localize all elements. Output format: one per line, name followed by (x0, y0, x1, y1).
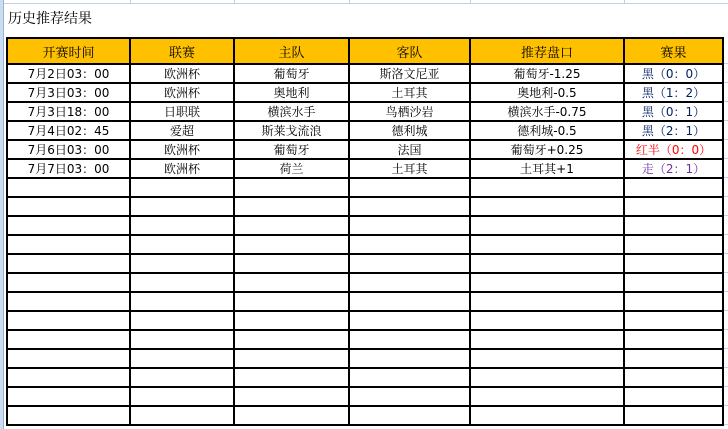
empty-cell[interactable] (624, 273, 723, 292)
cell-result[interactable]: 黑（1：2） (624, 83, 723, 102)
header-cell-league[interactable]: 联赛 (130, 38, 234, 64)
cell-time[interactable]: 7月3日18：00 (7, 102, 130, 121)
empty-cell[interactable] (130, 406, 234, 425)
cell-league[interactable]: 欧洲杯 (130, 83, 234, 102)
empty-cell[interactable] (130, 330, 234, 349)
empty-cell[interactable] (130, 387, 234, 406)
empty-cell[interactable] (130, 292, 234, 311)
table-row (7, 140, 723, 159)
empty-cell[interactable] (7, 406, 130, 425)
empty-cell[interactable] (349, 387, 470, 406)
empty-cell[interactable] (624, 178, 723, 197)
cell-time[interactable]: 7月7日03：00 (7, 159, 130, 178)
empty-cell[interactable] (624, 235, 723, 254)
empty-cell[interactable] (234, 292, 349, 311)
empty-table-row (7, 330, 723, 349)
sheet-top-gridline (4, 0, 728, 4)
empty-cell[interactable] (130, 254, 234, 273)
empty-cell[interactable] (470, 178, 624, 197)
empty-cell[interactable] (7, 197, 130, 216)
empty-cell[interactable] (349, 330, 470, 349)
empty-cell[interactable] (470, 311, 624, 330)
empty-cell[interactable] (130, 235, 234, 254)
header-cell-handicap[interactable]: 推荐盘口 (470, 38, 624, 64)
table-row (7, 64, 723, 83)
gridline-tick (349, 0, 350, 3)
empty-cell[interactable] (234, 368, 349, 387)
cell-time[interactable]: 7月4日02：45 (7, 121, 130, 140)
empty-cell[interactable] (349, 311, 470, 330)
cell-home-team[interactable]: 葡萄牙 (234, 64, 349, 83)
empty-cell[interactable] (130, 178, 234, 197)
cell-time[interactable]: 7月2日03：00 (7, 64, 130, 83)
empty-table-row (7, 178, 723, 197)
empty-cell[interactable] (234, 311, 349, 330)
empty-cell[interactable] (349, 178, 470, 197)
empty-cell[interactable] (234, 216, 349, 235)
empty-cell[interactable] (624, 406, 723, 425)
empty-cell[interactable] (234, 387, 349, 406)
results-table (6, 37, 724, 426)
empty-cell[interactable] (7, 311, 130, 330)
empty-cell[interactable] (234, 254, 349, 273)
header-cell-result[interactable]: 赛果 (624, 38, 723, 64)
cell-league[interactable]: 日职联 (130, 102, 234, 121)
empty-cell[interactable] (7, 349, 130, 368)
cell-handicap[interactable]: 葡萄牙+0.25 (470, 140, 624, 159)
empty-cell[interactable] (7, 235, 130, 254)
empty-cell[interactable] (349, 292, 470, 311)
empty-cell[interactable] (349, 368, 470, 387)
cell-league[interactable]: 欧洲杯 (130, 64, 234, 83)
empty-cell[interactable] (624, 254, 723, 273)
empty-table-row (7, 292, 723, 311)
empty-cell[interactable] (624, 311, 723, 330)
empty-cell[interactable] (470, 368, 624, 387)
cell-home-team[interactable]: 斯莱戈流浪 (234, 121, 349, 140)
gridline-tick (130, 0, 131, 3)
empty-table-row (7, 349, 723, 368)
empty-cell[interactable] (234, 235, 349, 254)
empty-cell[interactable] (234, 406, 349, 425)
empty-cell[interactable] (624, 216, 723, 235)
empty-cell[interactable] (234, 197, 349, 216)
sheet-left-gridline-strip (0, 0, 4, 429)
empty-cell[interactable] (130, 368, 234, 387)
cell-away-team[interactable]: 土耳其 (349, 83, 470, 102)
empty-table-row (7, 197, 723, 216)
cell-handicap[interactable]: 奥地利-0.5 (470, 83, 624, 102)
cell-league[interactable]: 欧洲杯 (130, 140, 234, 159)
empty-cell[interactable] (234, 330, 349, 349)
empty-cell[interactable] (7, 273, 130, 292)
empty-cell[interactable] (7, 292, 130, 311)
empty-cell[interactable] (624, 368, 723, 387)
gridline-tick (624, 0, 625, 3)
cell-result[interactable]: 走（2：1） (624, 159, 723, 178)
empty-cell[interactable] (624, 330, 723, 349)
empty-cell[interactable] (130, 273, 234, 292)
cell-away-team[interactable]: 鸟栖沙岩 (349, 102, 470, 121)
empty-cell[interactable] (470, 254, 624, 273)
cell-result[interactable]: 红半（0：0） (624, 140, 723, 159)
header-cell-away[interactable]: 客队 (349, 38, 470, 64)
empty-cell[interactable] (470, 387, 624, 406)
empty-cell[interactable] (130, 197, 234, 216)
cell-home-team[interactable]: 奥地利 (234, 83, 349, 102)
empty-cell[interactable] (7, 330, 130, 349)
empty-table-row (7, 235, 723, 254)
empty-cell[interactable] (470, 235, 624, 254)
empty-cell[interactable] (130, 311, 234, 330)
empty-cell[interactable] (470, 406, 624, 425)
cell-away-team[interactable]: 法国 (349, 140, 470, 159)
empty-cell[interactable] (130, 216, 234, 235)
empty-table-row (7, 387, 723, 406)
empty-cell[interactable] (234, 273, 349, 292)
header-cell-time[interactable]: 开赛时间 (7, 38, 130, 64)
gridline-tick (234, 0, 235, 3)
empty-cell[interactable] (7, 254, 130, 273)
empty-table-row (7, 406, 723, 425)
empty-cell[interactable] (349, 216, 470, 235)
empty-cell[interactable] (7, 368, 130, 387)
cell-home-team[interactable]: 葡萄牙 (234, 140, 349, 159)
cell-away-team[interactable]: 土耳其 (349, 159, 470, 178)
cell-home-team[interactable]: 横滨水手 (234, 102, 349, 121)
empty-cell[interactable] (470, 349, 624, 368)
empty-cell[interactable] (624, 349, 723, 368)
empty-cell[interactable] (130, 349, 234, 368)
cell-league[interactable]: 欧洲杯 (130, 159, 234, 178)
cell-result[interactable]: 黑（0：0） (624, 64, 723, 83)
cell-handicap[interactable]: 葡萄牙-1.25 (470, 64, 624, 83)
cell-result[interactable]: 黑（0：1） (624, 102, 723, 121)
empty-table-row (7, 273, 723, 292)
empty-table-row (7, 254, 723, 273)
empty-cell[interactable] (624, 197, 723, 216)
empty-cell[interactable] (470, 197, 624, 216)
gridline-tick (470, 0, 471, 3)
cell-time[interactable]: 7月6日03：00 (7, 140, 130, 159)
cell-handicap[interactable]: 横滨水手-0.75 (470, 102, 624, 121)
cell-league[interactable]: 爱超 (130, 121, 234, 140)
table-row (7, 83, 723, 102)
cell-handicap[interactable]: 德利城-0.5 (470, 121, 624, 140)
header-cell-home[interactable]: 主队 (234, 38, 349, 64)
empty-cell[interactable] (7, 387, 130, 406)
cell-handicap[interactable]: 土耳其+1 (470, 159, 624, 178)
cell-time[interactable]: 7月3日03：00 (7, 83, 130, 102)
empty-cell[interactable] (7, 178, 130, 197)
empty-table-row (7, 216, 723, 235)
empty-cell[interactable] (470, 292, 624, 311)
empty-cell[interactable] (470, 273, 624, 292)
empty-cell[interactable] (349, 254, 470, 273)
empty-rows (7, 178, 723, 425)
cell-home-team[interactable]: 荷兰 (234, 159, 349, 178)
empty-cell[interactable] (234, 349, 349, 368)
page-title: 历史推荐结果 (8, 11, 92, 27)
cell-away-team[interactable]: 斯洛文尼亚 (349, 64, 470, 83)
header-row (7, 38, 723, 64)
empty-cell[interactable] (349, 349, 470, 368)
empty-cell[interactable] (470, 330, 624, 349)
empty-cell[interactable] (349, 406, 470, 425)
empty-table-row (7, 311, 723, 330)
table-row (7, 102, 723, 121)
cell-result[interactable]: 黑（2：1） (624, 121, 723, 140)
empty-cell[interactable] (349, 273, 470, 292)
table-row (7, 159, 723, 178)
empty-cell[interactable] (349, 235, 470, 254)
empty-cell[interactable] (349, 197, 470, 216)
cell-away-team[interactable]: 德利城 (349, 121, 470, 140)
empty-cell[interactable] (624, 387, 723, 406)
empty-cell[interactable] (470, 216, 624, 235)
empty-cell[interactable] (234, 178, 349, 197)
empty-cell[interactable] (7, 216, 130, 235)
table-row (7, 121, 723, 140)
empty-table-row (7, 368, 723, 387)
empty-cell[interactable] (624, 292, 723, 311)
